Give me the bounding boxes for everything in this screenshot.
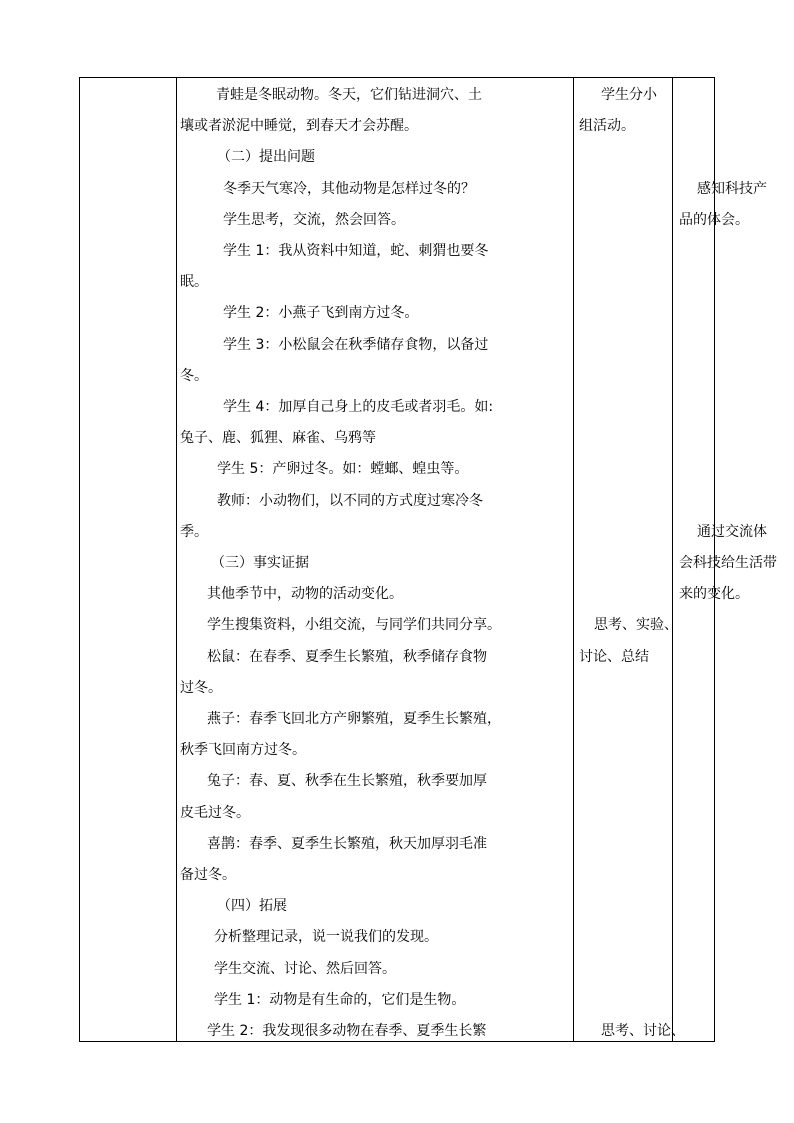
process-text-line: 学生搜集资料，小组交流，与同学们共同分享。 — [207, 617, 501, 634]
process-text-line: 皮毛过冬。 — [180, 804, 250, 821]
process-text-line: 喜鹊：春季、夏季生长繁殖，秋天加厚羽毛准 — [207, 835, 487, 852]
process-text-line: 备过冬。 — [180, 867, 236, 883]
blank-column — [80, 78, 176, 1041]
process-text-line: 过冬。 — [180, 679, 222, 696]
process-text-line: 松鼠：在春季、夏季生长繁殖，秋季储存食物 — [207, 648, 487, 665]
process-text-line: 冬季天气寒冷，其他动物是怎样过冬的？ — [223, 180, 475, 197]
student-activity-text: 思考、实验、 — [594, 617, 678, 634]
process-text-line: 学生 4：加厚自己身上的皮毛或者羽毛。如: — [223, 399, 494, 415]
process-text-line: 冬。 — [180, 367, 208, 384]
design-intent-text: 通过交流体 — [697, 523, 767, 540]
process-text-line: 学生 1：我从资料中知道，蛇、刺猬也要冬 — [223, 243, 489, 259]
process-text-line: 兔子：春、夏、秋季在生长繁殖，秋季要加厚 — [207, 773, 487, 790]
process-text-line: 季。 — [180, 523, 208, 540]
student-activity-text: 讨论、总结 — [579, 648, 649, 665]
process-text-line: 燕子：春季飞回北方产卵繁殖，夏季生长繁殖， — [207, 711, 501, 727]
process-text-line: 青蛙是冬眠动物。冬天，它们钻进洞穴、土 — [216, 87, 482, 103]
student-activity-column — [574, 78, 685, 1041]
design-intent-text: 品的体会。 — [679, 211, 749, 228]
student-activity-text: 组活动。 — [579, 118, 635, 135]
process-text-line: 学生 5：产卵过冬。如：螳螂、蝗虫等。 — [217, 461, 469, 478]
process-text-line: 学生 2：小燕子飞到南方过冬。 — [223, 305, 419, 322]
process-text-line: 眠。 — [180, 274, 208, 291]
process-text-line: 学生 2：我发现很多动物在春季、夏季生长繁 — [207, 1023, 487, 1039]
design-intent-text: 会科技给生活带 — [679, 555, 777, 571]
process-text-line: （四）拓展 — [217, 898, 287, 915]
process-text-line: 分析整理记录，说一说我们的发现。 — [214, 929, 438, 946]
process-text-line: 壤或者淤泥中睡觉，到春天才会苏醒。 — [180, 118, 418, 135]
student-activity-text: 学生分小 — [601, 87, 657, 103]
process-text-line: 兔子、鹿、狐狸、麻雀、乌鸦等 — [180, 430, 376, 447]
process-text-line: （三）事实证据 — [211, 555, 309, 571]
process-text-line: 其他季节中，动物的活动变化。 — [207, 586, 403, 603]
process-text-line: （二）提出问题 — [217, 149, 315, 166]
student-activity-text: 思考、讨论、 — [601, 1023, 685, 1039]
process-text-line: 教师：小动物们，以不同的方式度过寒冷冬 — [217, 492, 483, 509]
process-text-line: 学生 3：小松鼠会在秋季储存食物，以备过 — [223, 336, 489, 353]
teaching-process-column — [177, 78, 573, 1041]
design-intent-column — [673, 78, 793, 1041]
design-intent-text: 来的变化。 — [679, 586, 749, 603]
process-text-line: 学生 1：动物是有生命的，它们是生物。 — [214, 991, 466, 1008]
process-text-line: 秋季飞回南方过冬。 — [180, 742, 306, 759]
design-intent-text: 感知科技产 — [697, 180, 767, 197]
process-text-line: 学生交流、讨论、然后回答。 — [214, 960, 396, 977]
process-text-line: 学生思考，交流，然会回答。 — [223, 211, 405, 228]
lesson-plan-table — [79, 77, 777, 1042]
